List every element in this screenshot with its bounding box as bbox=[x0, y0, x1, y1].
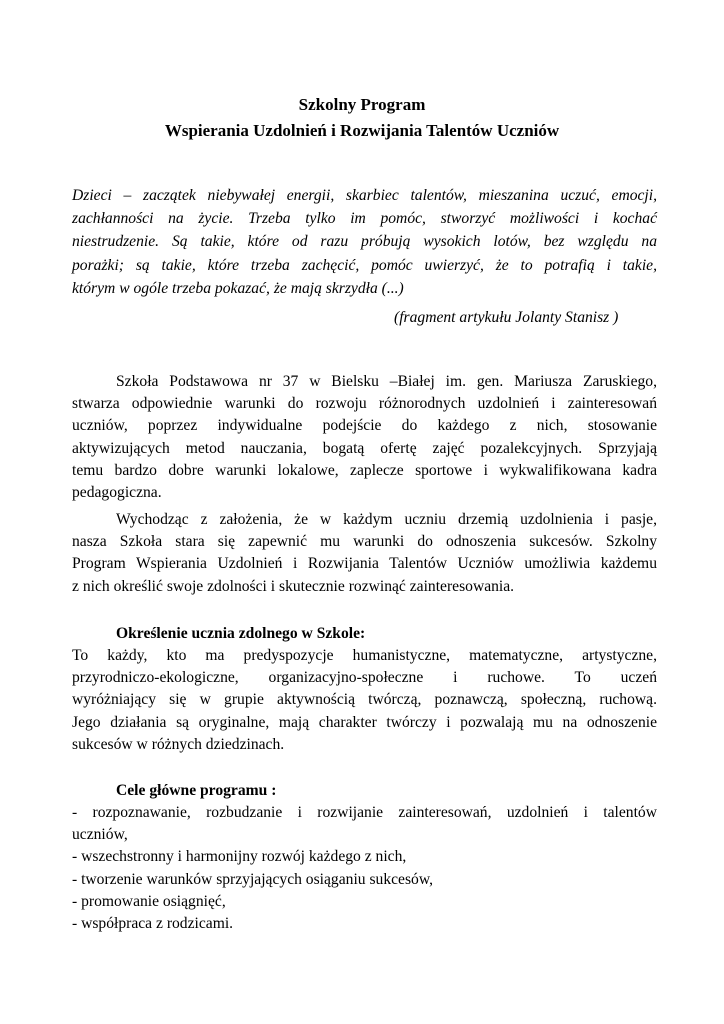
paragraph-line: sukcesów w różnych dziedzinach. bbox=[72, 735, 285, 753]
quote-line: zachłanności na życie. Trzeba tylko im pomóc, stworzyć możliwości i kochać bbox=[72, 210, 657, 228]
paragraph-line: Wychodząc z założenia, że w każdym uczniu drzemią uzdolnienia i pasje, bbox=[116, 511, 657, 528]
paragraph-line: uczniów, poprzez indywidualne podejście do każdego z nich, stosowanie bbox=[72, 417, 657, 435]
goals-list bbox=[72, 802, 657, 935]
definition-paragraph bbox=[72, 645, 657, 756]
quote-line: porażki; są takie, które trzeba zachęcić, pomóc uwierzyć, że to potrafią i takie, bbox=[72, 256, 657, 274]
goal-item-continuation: uczniów, bbox=[72, 826, 128, 844]
epigraph-quote bbox=[72, 184, 657, 300]
quote-line: Dzieci – zaczątek niebywałej energii, skarbiec talentów, mieszanina uczuć, emocji, bbox=[72, 187, 657, 204]
goal-item: - promowanie osiągnięć, bbox=[72, 892, 226, 910]
quote-line: niestrudzenie. Są takie, które od razu próbują wysokich lotów, bez względu na bbox=[72, 233, 657, 251]
goals-heading: Cele główne programu : bbox=[116, 782, 277, 799]
paragraph-line: pedagogiczna. bbox=[72, 484, 162, 502]
goal-item: - współpraca z rodzicami. bbox=[72, 915, 234, 933]
paragraph-line: przyrodniczo-ekologiczne, organizacyjno-społeczne i ruchowe. To uczeń bbox=[72, 669, 657, 687]
document-title-line1: Szkolny Program bbox=[298, 95, 426, 114]
goal-item: - wszechstronny i harmonijny rozwój każdego z nich, bbox=[72, 848, 407, 866]
paragraph-line: wyróżniający się w grupie aktywnością twórczą, poznawczą, społeczną, ruchową. bbox=[72, 691, 657, 709]
quote-source: (fragment artykułu Jolanty Stanisz ) bbox=[394, 309, 619, 326]
quote-line: którym w ogóle trzeba pokazać, że mają skrzydła (...) bbox=[72, 279, 404, 297]
paragraph-line: aktywizujących metod nauczania, bogatą ofertę zajęć pozalekcyjnych. Sprzyjają bbox=[72, 439, 657, 457]
paragraph-line: temu bardzo dobre warunki lokalowe, zaplecze sportowe i wykwalifikowana kadra bbox=[72, 461, 657, 479]
goal-item: - tworzenie warunków sprzyjających osiąganiu sukcesów, bbox=[72, 870, 433, 888]
paragraph-line: Szkoła Podstawowa nr 37 w Bielsku –Białej im. gen. Mariusza Zaruskiego, bbox=[116, 373, 657, 390]
intro-paragraph-1 bbox=[72, 371, 657, 504]
document-title-line2: Wspierania Uzdolnień i Rozwijania Talentów Uczniów bbox=[164, 121, 560, 140]
definition-heading: Określenie ucznia zdolnego w Szkole: bbox=[116, 625, 366, 642]
paragraph-line: To każdy, kto ma predyspozycje humanistyczne, matematyczne, artystyczne, bbox=[72, 647, 657, 664]
paragraph-line: z nich określić swoje zdolności i skutecznie rozwinąć zainteresowania. bbox=[72, 577, 515, 595]
goal-item: - rozpoznawanie, rozbudzanie i rozwijanie zainteresowań, uzdolnień i talentów bbox=[72, 804, 657, 821]
paragraph-line: stwarza odpowiednie warunki do rozwoju różnorodnych uzdolnień i zainteresowań bbox=[72, 395, 657, 413]
paragraph-line: Program Wspierania Uzdolnień i Rozwijania Talentów Uczniów umożliwia każdemu bbox=[72, 555, 657, 573]
paragraph-line: nasza Szkoła stara się zapewnić mu warunki do odnoszenia sukcesów. Szkolny bbox=[72, 533, 657, 551]
intro-paragraph-2 bbox=[72, 509, 657, 598]
paragraph-line: Jego działania są oryginalne, mają charakter twórczy i pozwalają mu na odnoszenie bbox=[72, 713, 657, 731]
